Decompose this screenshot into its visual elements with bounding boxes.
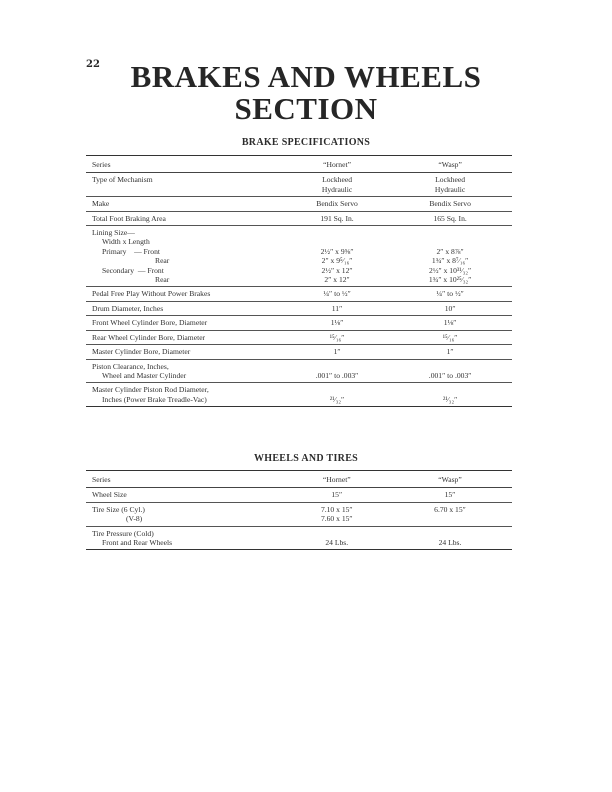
brake-specifications-heading: BRAKE SPECIFICATIONS xyxy=(241,137,371,148)
cell-hornet-master-cyl: 1″ xyxy=(286,345,388,359)
table-row xyxy=(86,345,512,359)
lining-label: Lining Size— xyxy=(92,228,135,238)
cell-hornet-braking-area: 191 Sq. In. xyxy=(286,211,388,225)
table-row xyxy=(86,287,512,301)
brake-specifications-table xyxy=(86,155,512,407)
cell-line: Hydraulic xyxy=(434,184,466,194)
cell-wasp-tire-size xyxy=(388,502,512,526)
cell-line: 7.60 x 15″ xyxy=(320,514,353,524)
row-label-piston-rod xyxy=(86,383,286,407)
cell-line xyxy=(388,228,512,237)
cell-wasp-piston-rod xyxy=(388,383,512,407)
row-label-rear-wheel-cyl: Rear Wheel Cylinder Bore, Diameter xyxy=(86,330,286,344)
cell-hornet-mechanism xyxy=(286,173,388,197)
table-row xyxy=(86,359,512,383)
table-header-row xyxy=(86,156,512,173)
cell-line xyxy=(286,228,388,237)
cell-line: Master Cylinder Piston Rod Diameter, xyxy=(92,385,209,395)
cell-line xyxy=(388,362,512,371)
cell-line xyxy=(286,237,388,246)
lining-sublabel: Width x Length xyxy=(102,237,150,247)
table-row xyxy=(86,330,512,344)
cell-wasp-rear-wheel-cyl: ¹⁵⁄₁₆″ xyxy=(388,330,512,344)
cell-hornet-piston-clearance xyxy=(286,359,388,383)
wheels-and-tires-table xyxy=(86,470,512,550)
secondary-label: Secondary xyxy=(102,265,135,275)
cell-wasp-wheel-size: 15″ xyxy=(388,488,512,502)
cell-line: .001″ to .003″ xyxy=(315,370,359,380)
cell-wasp-piston-clearance xyxy=(388,359,512,383)
cell-hornet-drum-diameter: 11″ xyxy=(286,301,388,315)
cell-hornet-lining xyxy=(286,226,388,287)
cell-wasp-pedal-free-play: ¼″ to ½″ xyxy=(388,287,512,301)
table-row xyxy=(86,226,512,287)
table-row xyxy=(86,197,512,211)
lining-primary-front-label xyxy=(92,247,286,256)
cell-line: Lockheed xyxy=(435,175,466,185)
cell-line xyxy=(286,362,388,371)
table-row xyxy=(86,488,512,502)
cell-line: 1¾″ x 8⁷⁄₁₆″ xyxy=(431,256,469,266)
cell-line: ²¹⁄₃₂″ xyxy=(329,394,345,404)
row-label-make: Make xyxy=(86,197,286,211)
table-row xyxy=(86,301,512,315)
lining-secondary-rear-label: Rear xyxy=(155,275,170,285)
table-row xyxy=(86,211,512,225)
front-label: — Front xyxy=(137,265,164,275)
row-label-pedal-free-play: Pedal Free Play Without Power Brakes xyxy=(86,287,286,301)
cell-hornet-wheel-size: 15″ xyxy=(286,488,388,502)
row-label-braking-area: Total Foot Braking Area xyxy=(86,211,286,225)
cell-line: 2″ x 9⁵⁄₁₆″ xyxy=(321,256,353,266)
row-label-lining xyxy=(86,226,286,287)
cell-wasp-master-cyl: 1″ xyxy=(388,345,512,359)
cell-line: Piston Clearance, Inches, xyxy=(92,361,169,371)
header-hornet: “Hornet” xyxy=(286,156,388,173)
page-title xyxy=(0,61,612,125)
header-series: Series xyxy=(86,471,286,488)
row-label-front-wheel-cyl: Front Wheel Cylinder Bore, Diameter xyxy=(86,316,286,330)
cell-hornet-make: Bendix Servo xyxy=(286,197,388,211)
title-line-2: SECTION xyxy=(234,91,378,126)
cell-hornet-tire-pressure xyxy=(286,526,388,550)
primary-label: Primary xyxy=(102,246,127,256)
cell-line: 2½″ x 9⅝″ xyxy=(320,246,354,256)
title-line-1: BRAKES AND WHEELS xyxy=(130,59,482,94)
cell-line: 7.10 x 15″ xyxy=(320,504,353,514)
cell-line: Front and Rear Wheels xyxy=(102,538,173,548)
cell-line: 24 Lbs. xyxy=(325,538,349,548)
row-label-mechanism: Type of Mechanism xyxy=(86,173,286,197)
cell-hornet-rear-wheel-cyl: ¹⁵⁄₁₆″ xyxy=(286,330,388,344)
header-wasp: “Wasp” xyxy=(388,156,512,173)
row-label-wheel-size: Wheel Size xyxy=(86,488,286,502)
cell-line: Inches (Power Brake Treadle-Vac) xyxy=(102,394,207,404)
cell-line: Wheel and Master Cylinder xyxy=(102,370,187,380)
cell-line: Hydraulic xyxy=(321,184,353,194)
row-label-piston-clearance xyxy=(86,359,286,383)
cell-line: (V-8) xyxy=(126,514,143,524)
cell-wasp-lining xyxy=(388,226,512,287)
cell-wasp-drum-diameter: 10″ xyxy=(388,301,512,315)
cell-wasp-make: Bendix Servo xyxy=(388,197,512,211)
cell-line: ²¹⁄₃₂″ xyxy=(442,394,458,404)
table-row xyxy=(86,383,512,407)
cell-hornet-pedal-free-play: ¼″ to ½″ xyxy=(286,287,388,301)
table-row xyxy=(86,173,512,197)
cell-line: 2″ x 8⅞″ xyxy=(436,246,464,256)
row-label-tire-pressure xyxy=(86,526,286,550)
cell-wasp-mechanism xyxy=(388,173,512,197)
cell-hornet-piston-rod xyxy=(286,383,388,407)
cell-line xyxy=(388,237,512,246)
cell-line: Tire Size (6 Cyl.) xyxy=(92,504,145,514)
lining-secondary-front-label xyxy=(92,266,286,275)
cell-hornet-front-wheel-cyl: 1⅛″ xyxy=(286,316,388,330)
cell-line: 24 Lbs. xyxy=(438,538,462,548)
cell-wasp-tire-pressure xyxy=(388,526,512,550)
cell-line xyxy=(388,529,512,538)
row-label-tire-size xyxy=(86,502,286,526)
cell-line: 2½″ x 12″ xyxy=(321,265,353,275)
cell-line xyxy=(388,385,512,394)
cell-line: 6.70 x 15″ xyxy=(434,504,466,514)
row-label-master-cyl: Master Cylinder Bore, Diameter xyxy=(86,345,286,359)
cell-line: 2″ x 12″ xyxy=(324,275,350,285)
header-series: Series xyxy=(86,156,286,173)
cell-line xyxy=(286,385,388,394)
cell-line: 2½″ x 10³¹⁄₃₂″ xyxy=(429,265,472,275)
cell-line: Tire Pressure (Cold) xyxy=(92,528,154,538)
cell-line: Lockheed xyxy=(322,175,353,185)
cell-hornet-tire-size xyxy=(286,502,388,526)
table-header-row xyxy=(86,471,512,488)
header-hornet: “Hornet” xyxy=(286,471,388,488)
cell-line xyxy=(286,529,388,538)
cell-wasp-braking-area: 165 Sq. In. xyxy=(388,211,512,225)
table-row xyxy=(86,502,512,526)
row-label-drum-diameter: Drum Diameter, Inches xyxy=(86,301,286,315)
wheels-and-tires-heading: WHEELS AND TIRES xyxy=(253,453,359,464)
cell-wasp-front-wheel-cyl: 1⅛″ xyxy=(388,316,512,330)
lining-primary-rear-label: Rear xyxy=(155,256,170,266)
front-label: — Front xyxy=(134,246,161,256)
table-row xyxy=(86,526,512,550)
page-number: 22 xyxy=(86,59,100,70)
header-wasp: “Wasp” xyxy=(388,471,512,488)
cell-line: 1¾″ x 10²⁵⁄₃₂″ xyxy=(428,275,472,285)
table-row xyxy=(86,316,512,330)
cell-line: .001″ to .003″ xyxy=(428,370,472,380)
